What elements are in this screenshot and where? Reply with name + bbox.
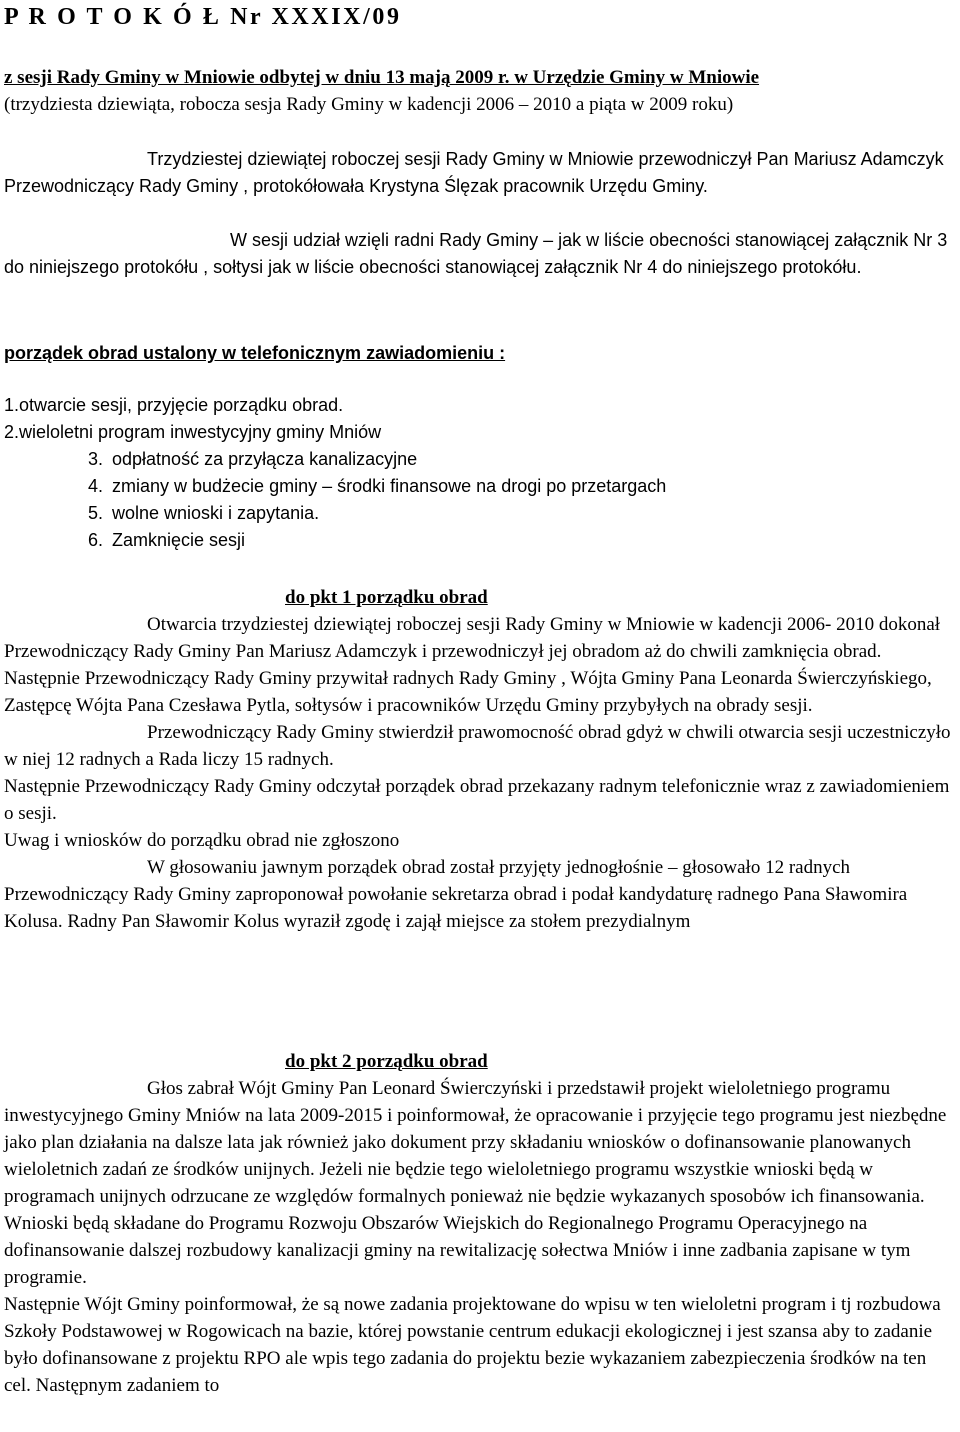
agenda-item-2 [4, 419, 381, 446]
agenda-item-text: zmiany w budżecie gminy – środki finansowe na drogi po przetargach [112, 476, 667, 496]
agenda-item-3 [88, 446, 417, 473]
section-1-paragraph: Przewodniczący Rady Gminy zaproponował powołanie sekretarza obrad i podał kandydaturę radnego Pana Sławomira Kolusa. Radny Pan Sławomir Kolus wyraził zgodę i zajął miejsce za stołem prezydialnym [4, 884, 908, 932]
section-1-paragraph: Otwarcia trzydziestej dziewiątej roboczej sesji Rady Gminy w Mniowie w kadencji 2006- 2010 dokonał Przewodniczący Rady Gminy Pan Mariusz Adamczyk i przewodniczył jej obradom aż do chwili zamknięcia obrad. [4, 614, 941, 662]
intro-paragraph-1: Trzydziestej dziewiątej roboczej sesji Rady Gminy w Mniowie przewodniczył Pan Mariusz Adamczyk Przewodniczący Rady Gminy , protokółowała Krystyna Ślęzak pracownik Urzędu Gminy. [4, 149, 944, 196]
agenda-item-number: 3. [88, 449, 104, 469]
agenda-item-number: 6. [88, 530, 104, 550]
section-2-paragraph: Następnie Wójt Gminy poinformował, że są nowe zadania projektowane do wpisu w ten wieloletni program i tj rozbudowa Szkoły Podstawowej w Rogowicach na bazie, której powstanie centrum edukacji ekologicznej i jest szansa aby to zadanie było dofinansowane z projektu RPO ale wpis tego zadania do projektu bezie wykazaniem zabezpieczenia środków na ten cel. Następnym zadaniem to [4, 1294, 941, 1396]
section-2-paragraph: Głos zabrał Wójt Gminy Pan Leonard Świerczyński i przedstawił projekt wieloletniego programu inwestycyjnego Gminy Mniów na lata 2009-2015 i poinformował, że opracowanie i przyjęcie tego programu jest niezbędne jako plan działania na dalsze lata jak również jako dokument przy składaniu wniosków o dofinansowanie planowanych wieloletnich zadań ze środków unijnych. Jeżeli nie będzie tego wieloletniego programu wszystkie wnioski będą w programach unijnych odrzucane ze względów formalnych ponieważ nie będzie wykazanych sposobów ich finansowania. Wnioski będą składane do Programu Rozwoju Obszarów Wiejskich do Regionalnego Programu Operacyjnego na dofinansowanie dalszej rozbudowy kanalizacji gminy na rewitalizację sołectwa Mniów i inne zadbania zapisane w tym programie. [4, 1078, 947, 1288]
agenda-item-4 [88, 473, 666, 500]
agenda-item-1 [4, 392, 343, 419]
agenda-heading: porządek obrad ustalony w telefonicznym zawiadomieniu : [4, 343, 506, 363]
section-2-body [4, 1075, 956, 1399]
agenda-item-5 [88, 500, 319, 527]
agenda-item-number: 1. [4, 395, 20, 415]
agenda-item-number: 4. [88, 476, 104, 496]
agenda-item-text: odpłatność za przyłącza kanalizacyjne [112, 449, 418, 469]
session-header [4, 64, 956, 118]
agenda-item-6 [88, 527, 245, 554]
section-1-heading: do pkt 1 porządku obrad [285, 587, 488, 608]
intro-paragraph-2: W sesji udział wzięli radni Rady Gminy – jak w liście obecności stanowiącej załącznik Nr 3 do niniejszego protokółu , sołtysi jak w liście obecności stanowiącej załącznik Nr 4 do niniejszego protokółu. [4, 230, 948, 277]
section-1-paragraph: Następnie Przewodniczący Rady Gminy odczytał porządek obrad przekazany radnym telefonicznie wraz z zawiadomieniem o sesji. [4, 776, 950, 824]
agenda-item-text: wolne wnioski i zapytania. [112, 503, 320, 523]
agenda-item-text: Zamknięcie sesji [112, 530, 246, 550]
section-2-heading: do pkt 2 porządku obrad [285, 1051, 488, 1072]
agenda-item-number: 5. [88, 503, 104, 523]
agenda-item-text: otwarcie sesji, przyjęcie porządku obrad. [19, 395, 344, 415]
section-1-paragraph: W głosowaniu jawnym porządek obrad został przyjęty jednogłośnie – głosowało 12 radnych [147, 857, 851, 878]
agenda-item-number: 2. [4, 422, 20, 442]
session-header-line-1: z sesji Rady Gminy w Mniowie odbytej w dniu 13 mają 2009 r. w Urzędzie Gminy w Mniowie [4, 67, 760, 88]
section-1-body [4, 611, 956, 935]
agenda-item-text: wieloletni program inwestycyjny gminy Mniów [19, 422, 382, 442]
session-header-line-2: (trzydziesta dziewiąta, robocza sesja Rady Gminy w kadencji 2006 – 2010 a piąta w 2009 roku) [4, 94, 734, 115]
section-1-paragraph: Przewodniczący Rady Gminy stwierdził prawomocność obrad gdyż w chwili otwarcia sesji uczestniczyło w niej 12 radnych a Rada liczy 15 radnych. [4, 722, 951, 770]
section-1-paragraph: Uwag i wniosków do porządku obrad nie zgłoszono [4, 830, 400, 851]
section-1-paragraph: Następnie Przewodniczący Rady Gminy przywitał radnych Rady Gminy , Wójta Gminy Pana Leonarda Świerczyńskiego, Zastępcę Wójta Pana Czesława Pytla, sołtysów i pracowników Urzędu Gminy przybyłych na obrady sesji. [4, 668, 932, 716]
document-title: P R O T O K Ó Ł Nr XXXIX/09 [4, 4, 402, 30]
